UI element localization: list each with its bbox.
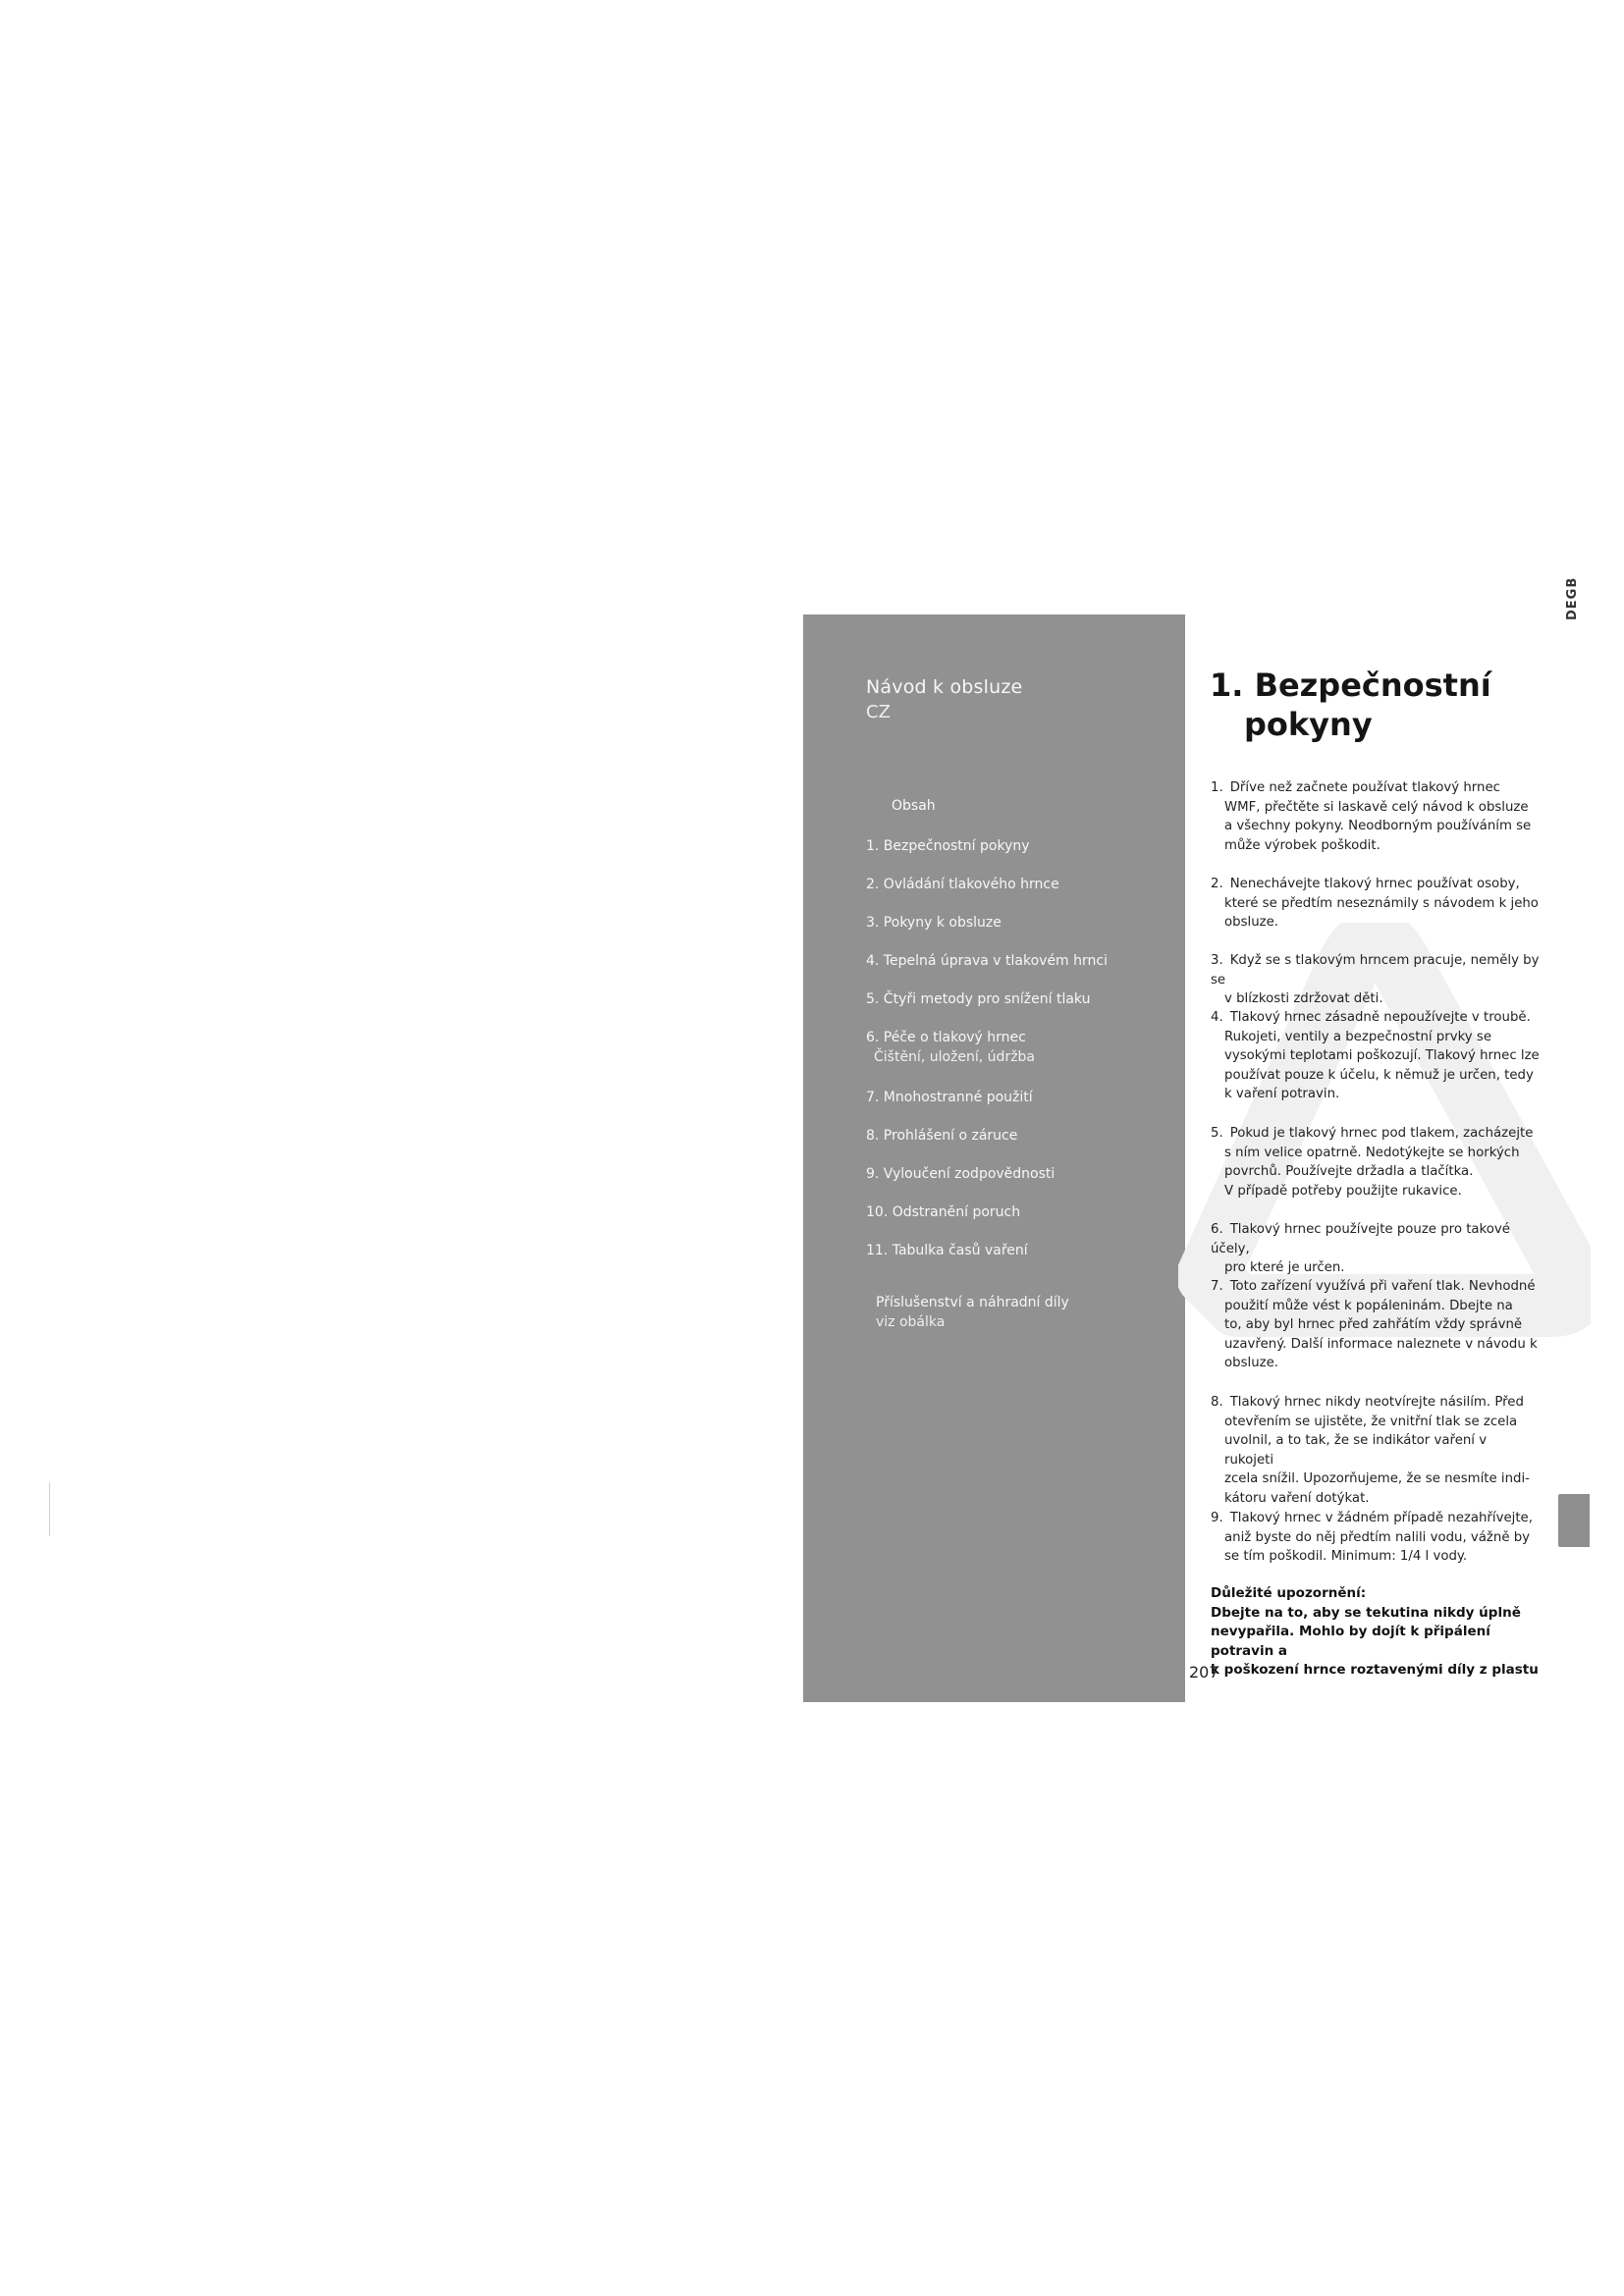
toc-item[interactable]: 7. Mnohostranné použití: [866, 1090, 1033, 1105]
toc-item[interactable]: 8. Prohlášení o záruce: [866, 1128, 1018, 1144]
accessories-subtitle: viz obálka: [876, 1314, 946, 1330]
toc-item[interactable]: 9. Vyloučení zodpovědnosti: [866, 1166, 1056, 1182]
important-notice: Důležité upozornění: Dbejte na to, aby se tekutina nikdy úplně nevypařila. Mohlo by dojít k připálení potravin a k poškození hrnce roztavenými díly z plastu: [1211, 1585, 1539, 1678]
toc-item[interactable]: 4. Tepelná úprava v tlakovém hrnci: [866, 953, 1108, 969]
document-title: Návod k obsluze: [866, 676, 1023, 698]
safety-instruction: 9. Tlakový hrnec v žádném případě nezahřívejte, aniž byste do něj předtím nalili vodu, vážně by se tím poškodil. Minimum: 1/4 l vody.: [1211, 1511, 1533, 1564]
toc-item[interactable]: 6. Péče o tlakový hrnec: [866, 1030, 1026, 1045]
safety-instruction: 3. Když se s tlakovým hrncem pracuje, neměly by se v blízkosti zdržovat děti.: [1211, 953, 1540, 1006]
section-title-line-1: 1. Bezpečnostní: [1210, 667, 1491, 704]
safety-instruction: 5. Pokud je tlakový hrnec pod tlakem, zacházejte s ním velice opatrně. Nedotýkejte se horkých povrchů. Používejte držadla a tlačítka. V případě potřeby použijte rukavice.: [1211, 1126, 1534, 1199]
safety-instruction: 1. Dříve než začnete používat tlakový hrnec WMF, přečtěte si laskavě celý návod k obsluze a všechny pokyny. Neodborným používáním se může výrobek poškodit.: [1211, 780, 1532, 853]
toc-heading: Obsah: [892, 798, 936, 814]
toc-item[interactable]: 10. Odstranění poruch: [866, 1204, 1021, 1220]
language-side-code: DEGB: [1565, 576, 1580, 620]
toc-item[interactable]: 2. Ovládání tlakového hrnce: [866, 877, 1059, 892]
section-title: [1210, 666, 1491, 744]
safety-instruction: 2. Nenechávejte tlakový hrnec používat osoby, které se předtím neseznámily s návodem k jeho obsluze.: [1211, 877, 1539, 930]
safety-instruction: 7. Toto zařízení využívá při vaření tlak. Nevhodné použití může vést k popáleninám. Dbejte na to, aby byl hrnec před zahřátím vždy správně uzavřený. Další informace naleznete v návodu k obsluze.: [1211, 1279, 1538, 1370]
sidebar-panel: [803, 614, 1185, 1702]
page-number: 207: [1189, 1663, 1219, 1682]
toc-item[interactable]: 1. Bezpečnostní pokyny: [866, 838, 1030, 854]
margin-rule: [49, 1482, 50, 1536]
toc-item[interactable]: 3. Pokyny k obsluze: [866, 915, 1001, 931]
safety-instruction: 6. Tlakový hrnec používejte pouze pro takové účely, pro které je určen.: [1211, 1222, 1510, 1275]
toc-item[interactable]: 11. Tabulka časů vaření: [866, 1243, 1028, 1258]
safety-instruction: 8. Tlakový hrnec nikdy neotvírejte násilím. Před otevřením se ujistěte, že vnitřní tlak se zcela uvolnil, a to tak, že se indikátor vaření v rukojeti zcela snížil. Upozorňujeme, že se nesmíte indi- kátoru vaření dotýkat.: [1211, 1395, 1530, 1506]
safety-instruction: 4. Tlakový hrnec zásadně nepoužívejte v troubě. Rukojeti, ventily a bezpečnostní prvky se vysokými teplotami poškozují. Tlakový hrnec lze používat pouze k účelu, k němuž je určen, tedy k vaření potravin.: [1211, 1010, 1540, 1101]
toc-subitem: Čištění, uložení, údržba: [874, 1049, 1036, 1065]
chapter-tab[interactable]: [1558, 1494, 1590, 1547]
section-title-line-2: pokyny: [1244, 706, 1373, 743]
toc-item[interactable]: 5. Čtyři metody pro snížení tlaku: [866, 991, 1091, 1007]
accessories-title: Příslušenství a náhradní díly: [876, 1295, 1069, 1310]
language-code: CZ: [866, 702, 891, 722]
